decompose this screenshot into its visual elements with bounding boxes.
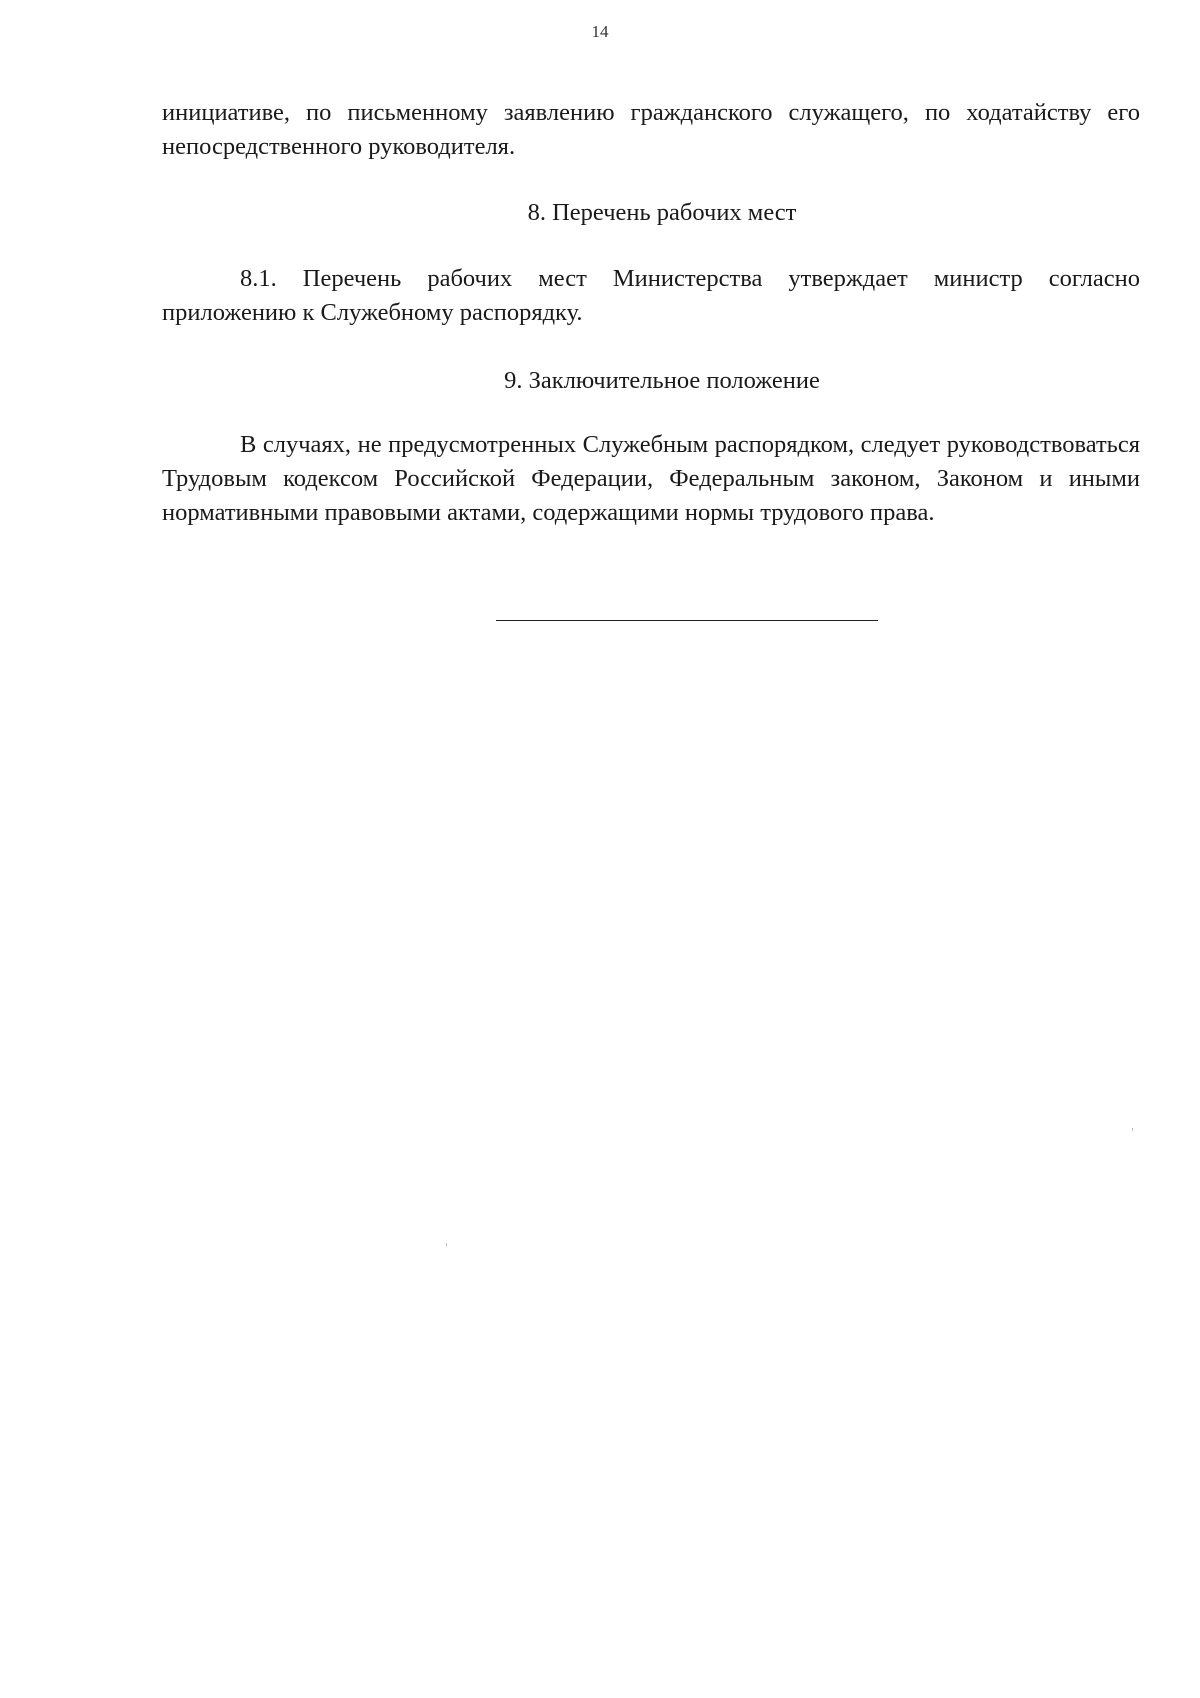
section-9-heading: 9. Заключительное положение: [504, 367, 820, 394]
end-of-document-rule: [496, 620, 878, 621]
scan-speck: [1132, 1128, 1133, 1131]
page-number: 14: [591, 22, 609, 41]
scan-speck: [446, 1243, 447, 1246]
section-9-paragraph: В случаях, не предусмотренных Служебным распорядком, следует руководствоваться Трудовым кодексом Российской Федерации, Федеральным законом, Законом и иными нормативными правовыми актами, содержащими нормы трудового права.: [162, 431, 1140, 526]
continuation-paragraph: инициативе, по письменному заявлению гражданского служащего, по ходатайству его непосредственного руководителя.: [162, 99, 1140, 160]
section-8-paragraph: 8.1. Перечень рабочих мест Министерства утверждает министр согласно приложению к Служебному распорядку.: [162, 265, 1140, 326]
section-8-heading: 8. Перечень рабочих мест: [527, 199, 797, 226]
